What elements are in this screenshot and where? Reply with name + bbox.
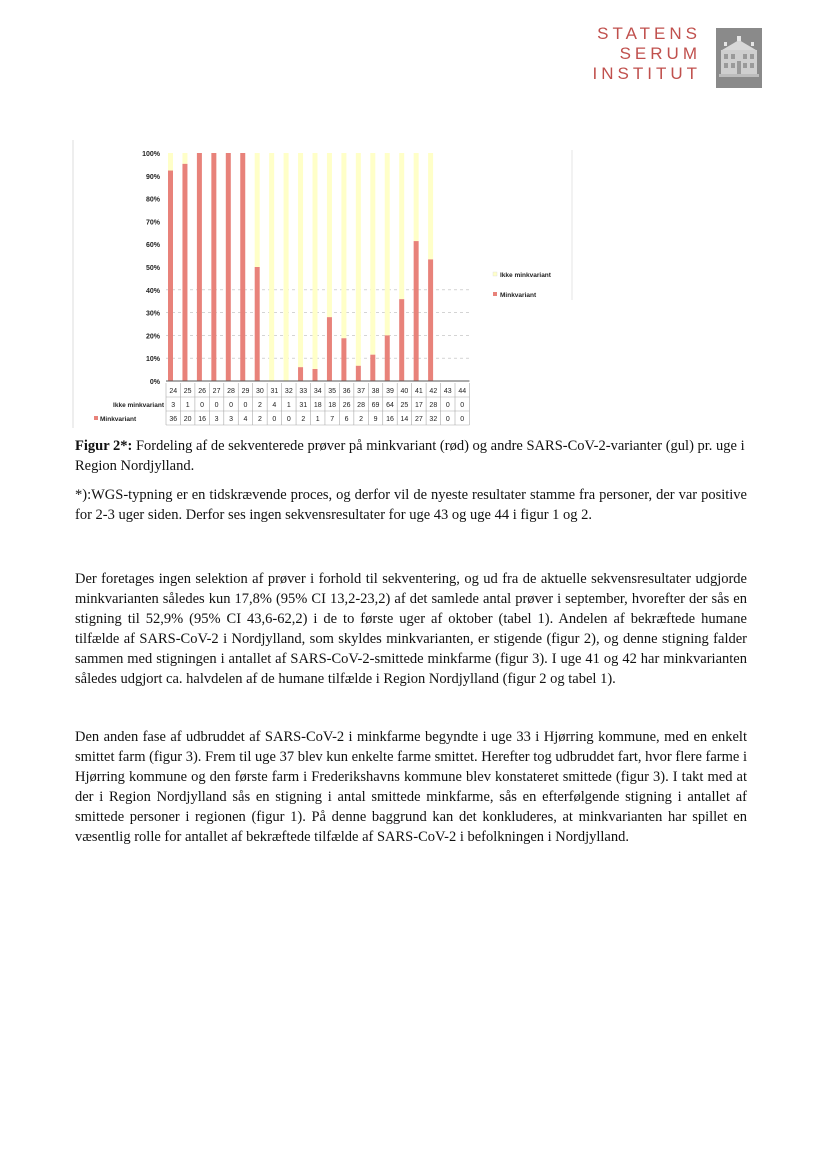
- bar-mink-27: [211, 153, 216, 381]
- caption-label: Figur 2*:: [75, 438, 133, 454]
- data-label-ikke: 1: [185, 402, 190, 409]
- bar-ikke-33: [298, 153, 303, 367]
- figure-caption: [75, 436, 747, 476]
- x-tick-label: 40: [400, 388, 409, 395]
- data-label-mink: 16: [198, 416, 207, 423]
- x-tick-label: 32: [284, 388, 293, 395]
- legend-swatch-mink: [493, 292, 497, 296]
- bar-mink-36: [341, 338, 346, 381]
- y-tick-label: 100%: [142, 151, 160, 158]
- bar-ikke-38: [370, 153, 375, 355]
- row-header-mink-swatch: [94, 416, 98, 420]
- bar-mink-26: [197, 153, 202, 381]
- y-tick-label: 30%: [145, 310, 160, 318]
- y-tick-label: 40%: [145, 287, 160, 295]
- data-label-ikke: 0: [200, 402, 205, 409]
- data-label-mink: 9: [373, 416, 378, 423]
- x-tick-label: 42: [429, 388, 438, 395]
- logo-line-3: INSTITUT: [592, 64, 701, 83]
- data-label-ikke: 25: [400, 402, 409, 409]
- x-tick-label: 27: [212, 388, 221, 395]
- x-tick-label: 33: [299, 388, 308, 395]
- x-tick-label: 29: [241, 388, 250, 395]
- bar-ikke-37: [356, 153, 361, 366]
- data-label-mink: 0: [272, 416, 277, 423]
- x-tick-label: 44: [458, 388, 467, 395]
- data-label-ikke: 0: [243, 402, 248, 409]
- data-label-ikke: 1: [286, 402, 291, 409]
- y-tick-label: 60%: [145, 242, 160, 250]
- logo-line-2: SERUM: [619, 44, 701, 63]
- caption-body: Fordeling af de sekventerede prøver på minkvariant (rød) og andre SARS-CoV-2-varianter (gul) pr. uge i Region Nordjylland.: [75, 438, 745, 474]
- data-label-ikke: 31: [299, 402, 308, 409]
- data-label-mink: 3: [214, 416, 219, 423]
- bar-mink-24: [168, 171, 173, 381]
- logo-line-1: STATENS: [597, 24, 701, 43]
- x-tick-label: 43: [443, 388, 452, 395]
- bar-mink-30: [255, 267, 260, 381]
- y-tick-label: 70%: [145, 219, 160, 227]
- bar-ikke-35: [327, 153, 332, 317]
- x-tick-label: 36: [342, 388, 351, 395]
- bar-ikke-32: [284, 153, 289, 381]
- data-label-mink: 2: [257, 416, 262, 423]
- paragraph-2: Den anden fase af udbruddet af SARS-CoV-2 i minkfarme begyndte i uge 33 i Hjørring kommune, med en enkelt smittet farm (figur 3). Frem til uge 37 blev kun enkelte farme smittet. Herefter tog udbruddet fart, hvor flere farme i Hjørring kommune og den første farm i Frederikshavns kommune blev konstateret smittede (figur 3). I takt med at der i Region Nordjylland sås en stigning i antal smittede minkfarme, sås en efterfølgende stigning i antallet af smittede personer i regionen (figur 1). På denne baggrund kan det konkluderes, at minkvarianten har spillet en væsentlig rolle for antallet af bekræftede tilfælde af SARS-CoV-2 i befolkningen i Nordjylland.: [75, 729, 748, 845]
- x-tick-label: 24: [169, 388, 178, 395]
- data-label-ikke: 18: [313, 402, 322, 409]
- data-label-mink: 6: [344, 416, 349, 423]
- y-tick-label: 10%: [145, 356, 160, 364]
- x-tick-label: 26: [198, 388, 207, 395]
- data-label-mink: 16: [386, 416, 394, 423]
- bar-mink-28: [226, 153, 231, 381]
- x-tick-label: 39: [386, 388, 394, 395]
- x-tick-label: 25: [183, 388, 192, 395]
- data-label-mink: 27: [414, 416, 423, 423]
- bar-ikke-40: [399, 153, 404, 299]
- row-header-mink: Minkvariant: [100, 416, 137, 423]
- bar-mink-25: [182, 164, 187, 381]
- data-label-mink: 2: [301, 416, 306, 423]
- data-label-ikke: 28: [357, 402, 365, 409]
- data-label-ikke: 64: [386, 402, 394, 409]
- x-tick-label: 41: [414, 388, 423, 395]
- row-header-ikke: Ikke minkvariant: [113, 402, 164, 409]
- bar-mink-41: [414, 241, 419, 381]
- minkvariant-chart: [0, 0, 827, 432]
- legend-label-ikke: Ikke minkvariant: [500, 272, 551, 279]
- legend-swatch-ikke: [493, 272, 497, 276]
- data-label-mink: 3: [229, 416, 233, 423]
- bar-ikke-31: [269, 153, 274, 381]
- data-label-mink: 0: [445, 416, 450, 423]
- footnote: *):WGS-typning er en tidskrævende proces, og derfor vil de nyeste resultater stamme fra personer, der var positive for 2-3 uger siden. Derfor ses ingen sekvensresultater for uge 43 og uge 44 i figur 1 og 2.: [75, 487, 747, 523]
- y-tick-label: 90%: [145, 173, 160, 181]
- legend-label-mink: Minkvariant: [500, 292, 537, 299]
- data-label-ikke: 17: [414, 402, 423, 409]
- data-label-ikke: 0: [460, 402, 465, 409]
- data-label-ikke: 3: [171, 402, 176, 409]
- bar-mink-38: [370, 355, 375, 381]
- x-tick-label: 31: [270, 388, 279, 395]
- y-tick-label: 20%: [145, 333, 160, 341]
- data-label-ikke: 28: [429, 402, 438, 409]
- bar-mink-39: [385, 335, 390, 381]
- paragraph-1: Der foretages ingen selektion af prøver i forhold til sekventering, og ud fra de aktuelle sekvensresultater udgjorde minkvarianten således kun 17,8% (95% CI 13,2-23,2) af det samlede antal prøver i september, hvorefter der sås en stigning til 52,9% (95% CI 43,6-62,2) i de to første uger af oktober (tabel 1). Andelen af bekræftede humane tilfælde af SARS-CoV-2 i Nordjylland, som skyldes minkvarianten, er stigende (figur 2), og denne stigning falder sammen med stigningen i antallet af SARS-CoV-2-smittede minkfarme (figur 3). I uge 41 og 42 har minkvarianten således udgjort ca. halvdelen af de humane tilfælde i Region Nordjylland (figur 2 og tabel 1).: [75, 571, 747, 687]
- data-label-ikke: 26: [342, 402, 351, 409]
- data-label-ikke: 18: [328, 402, 337, 409]
- bar-mink-40: [399, 299, 404, 381]
- data-label-mink: 0: [286, 416, 291, 423]
- x-tick-label: 37: [357, 388, 365, 395]
- x-tick-label: 28: [227, 388, 235, 395]
- bar-ikke-34: [313, 153, 318, 369]
- data-label-ikke: 4: [272, 402, 277, 409]
- y-tick-label: 0%: [149, 379, 160, 386]
- x-tick-label: 35: [328, 388, 337, 395]
- bar-ikke-25: [182, 153, 187, 164]
- bar-ikke-24: [168, 153, 173, 171]
- bar-ikke-36: [341, 153, 346, 338]
- data-label-mink: 2: [359, 416, 364, 423]
- data-label-ikke: 69: [371, 402, 380, 409]
- x-tick-label: 38: [371, 388, 380, 395]
- data-label-mink: 4: [243, 416, 248, 423]
- data-label-mink: 7: [330, 416, 335, 423]
- bar-ikke-41: [414, 153, 419, 241]
- bar-ikke-39: [385, 153, 390, 335]
- y-tick-label: 50%: [145, 265, 160, 272]
- bar-mink-35: [327, 317, 332, 381]
- x-tick-label: 34: [313, 388, 322, 395]
- data-label-mink: 20: [183, 416, 192, 423]
- bar-mink-33: [298, 367, 303, 381]
- bar-mink-29: [240, 153, 245, 381]
- data-label-ikke: 0: [445, 402, 450, 409]
- bar-mink-37: [356, 366, 361, 381]
- x-tick-label: 30: [256, 388, 264, 395]
- data-label-mink: 1: [315, 416, 320, 423]
- data-label-ikke: 2: [257, 402, 262, 409]
- data-label-mink: 36: [169, 416, 178, 423]
- bar-mink-34: [313, 369, 318, 381]
- bar-ikke-30: [255, 153, 260, 267]
- data-label-mink: 14: [400, 416, 409, 423]
- data-label-mink: 32: [429, 416, 438, 423]
- bar-mink-42: [428, 259, 433, 381]
- data-label-mink: 0: [460, 416, 465, 423]
- data-label-ikke: 0: [229, 402, 233, 409]
- bar-ikke-42: [428, 153, 433, 259]
- data-label-ikke: 0: [214, 402, 219, 409]
- y-tick-label: 80%: [145, 196, 160, 204]
